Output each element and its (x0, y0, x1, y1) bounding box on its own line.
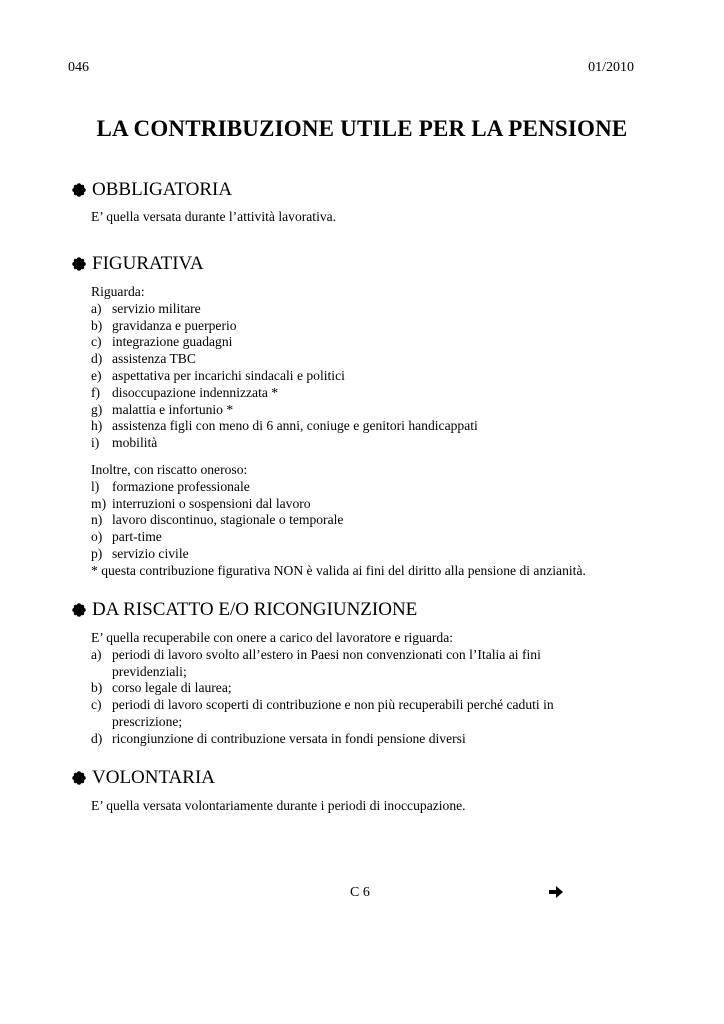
page-title: LA CONTRIBUZIONE UTILE PER LA PENSIONE (96, 116, 628, 141)
section-volontaria (72, 766, 672, 815)
list-item: d) ricongiunzione di contribuzione versata in fondi pensione diversi (91, 730, 466, 746)
list-item: c) periodi di lavoro scoperti di contribuzione e non più recuperabili perché caduti in prescrizione; (91, 697, 554, 729)
figurativa-list (91, 301, 672, 452)
list-item: e) aspettativa per incarichi sindacali e politici (91, 367, 345, 383)
flower-bullet-icon (72, 183, 86, 197)
document-number: 046 (68, 60, 89, 75)
list-item: a) periodi di lavoro svolto all’estero in Paesi non convenzionati con l’Italia ai fini previdenziali; (91, 646, 541, 679)
list-item: n) lavoro discontinuo, stagionale o temporale (91, 512, 344, 528)
page-code: C 6 (350, 885, 370, 900)
section-intro: E’ quella recuperabile con onere a carico del lavoratore e riguarda: (91, 630, 454, 645)
section-text: E’ quella versata volontariamente durante i periodi di inoccupazione. (91, 798, 466, 813)
list-item: d) assistenza TBC (91, 351, 196, 367)
footnote: * questa contribuzione figurativa NON è valida ai fini del diritto alla pensione di anzianità. (91, 562, 586, 578)
document-date: 01/2010 (588, 60, 634, 75)
section-heading (72, 252, 672, 276)
section-heading-text: VOLONTARIA (92, 767, 216, 788)
list-item: m) interruzioni o sospensioni dal lavoro (91, 495, 311, 511)
section-text: E’ quella versata durante l’attività lavorativa. (91, 209, 337, 224)
list-item: a) servizio militare (91, 300, 201, 316)
list-item: c) integrazione guadagni (91, 334, 233, 350)
section-figurativa (72, 252, 672, 580)
list-item: f) disoccupazione indennizzata * (91, 384, 279, 400)
list-item: p) servizio civile (91, 545, 189, 561)
list-item: h) assistenza figli con meno di 6 anni, coniuge e genitori handicappati (91, 418, 478, 434)
riscatto-oneroso-list (91, 479, 672, 563)
flower-bullet-icon (72, 771, 86, 785)
list-item: b) corso legale di laurea; (91, 680, 232, 696)
section-heading (72, 598, 672, 622)
list-item: l) formazione professionale (91, 478, 250, 494)
list-item: o) part-time (91, 529, 162, 545)
section-riscatto-ricongiunzione (72, 598, 672, 748)
right-arrow-icon[interactable] (548, 884, 564, 900)
section-obbligatoria (72, 178, 672, 226)
section-heading-text: FIGURATIVA (92, 253, 204, 274)
flower-bullet-icon (72, 603, 86, 617)
section-heading (72, 178, 672, 202)
section-heading-text: OBBLIGATORIA (92, 179, 233, 200)
flower-bullet-icon (72, 257, 86, 271)
list-item: i) mobilità (91, 435, 158, 451)
section-heading-text: DA RISCATTO E/O RICONGIUNZIONE (92, 599, 418, 620)
riscatto-list (91, 647, 611, 748)
section-intro: Riguarda: (91, 284, 145, 299)
list-item: g) malattia e infortunio * (91, 401, 234, 417)
section-heading (72, 766, 672, 790)
list-item: b) gravidanza e puerperio (91, 317, 237, 333)
section-intro-2: Inoltre, con riscatto oneroso: (91, 461, 248, 477)
